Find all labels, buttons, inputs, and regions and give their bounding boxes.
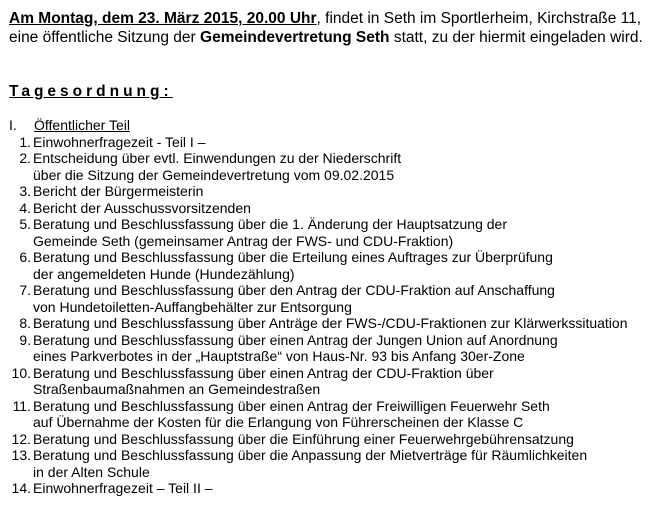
agenda-item-line: Bericht der Bürgermeisterin	[33, 183, 204, 199]
agenda-item-line: der angemeldeten Hunde (Hundezählung)	[33, 265, 295, 282]
agenda-item-line: Beratung und Beschlussfassung über die Anpassung der Mietverträge für Räumlichkeiten	[33, 447, 588, 463]
agenda-item-text	[33, 398, 664, 431]
agenda-item-text	[33, 365, 664, 398]
agenda-item-text	[33, 249, 664, 282]
agenda-section	[9, 117, 130, 134]
agenda-item-number: 4.	[19, 199, 31, 216]
agenda-item-line: Beratung und Beschlussfassung über die Einführung einer Feuerwehrgebührensatzung	[33, 430, 574, 447]
agenda-heading: Tagesordnung:	[9, 83, 173, 100]
agenda-item-text	[33, 447, 664, 480]
agenda-item-number: 1.	[19, 133, 31, 150]
agenda-item-number: 5.	[19, 216, 31, 232]
agenda-item-line: auf Übernahme der Kosten für die Erlangung von Führerscheinen der Klasse C	[33, 414, 524, 430]
agenda-item-text	[33, 431, 664, 448]
agenda-item	[9, 282, 664, 315]
agenda-item-number: 13.	[11, 447, 31, 463]
agenda-item-line: Einwohnerfragezeit - Teil I –	[33, 133, 206, 150]
agenda-item-line: Beratung und Beschlussfassung über einen Antrag der Jungen Union auf Anordnung	[33, 331, 558, 348]
agenda-item	[9, 332, 664, 365]
section-number: I.	[9, 117, 17, 133]
agenda-item-text	[33, 216, 664, 249]
agenda-item-line: Beratung und Beschlussfassung über Anträge der FWS-/CDU-Fraktionen zur Klärwerkssituation	[33, 315, 628, 331]
agenda-item-list	[9, 134, 664, 497]
agenda-item-text	[33, 315, 664, 332]
meeting-date-time: Am Montag, dem 23. März 2015, 20.00 Uhr	[9, 10, 317, 27]
agenda-item-line: eines Parkverbotes in der „Hauptstraße“ von Haus-Nr. 93 bis Anfang 30er-Zone	[33, 348, 525, 364]
agenda-item-text	[33, 282, 664, 315]
agenda-item-line: von Hundetoiletten-Auffangbehälter zur Entsorgung	[33, 298, 352, 315]
agenda-item-number: 7.	[19, 282, 31, 298]
agenda-item-number: 10.	[11, 364, 31, 381]
agenda-item-number: 8.	[19, 315, 31, 331]
agenda-item-line: über die Sitzung der Gemeindevertretung vom 09.02.2015	[33, 166, 395, 183]
agenda-item	[9, 150, 664, 183]
agenda-item-line: Beratung und Beschlussfassung über den Antrag der CDU-Fraktion auf Anschaffung	[33, 282, 555, 298]
agenda-item	[9, 447, 664, 480]
agenda-item-text	[33, 134, 664, 151]
agenda-item-line: Einwohnerfragezeit – Teil II –	[33, 480, 213, 496]
agenda-item-line: in der Alten Schule	[33, 463, 150, 480]
agenda-item-text	[33, 480, 664, 497]
agenda-item-number: 3.	[19, 183, 31, 199]
agenda-item-line: Bericht der Ausschussvorsitzenden	[33, 199, 251, 216]
agenda-item-text	[33, 332, 664, 365]
agenda-item-line: Straßenbaumaßnahmen an Gemeindestraßen	[33, 381, 321, 397]
agenda-item-line: Beratung und Beschlussfassung über einen Antrag der CDU-Fraktion über	[33, 364, 494, 381]
agenda-item-text	[33, 183, 664, 200]
council-name: Gemeindevertretung Seth	[200, 29, 390, 46]
agenda-item	[9, 249, 664, 282]
invitation-text-b: statt, zu der hiermit eingeladen wird.	[389, 29, 643, 46]
agenda-item-line: Entscheidung über evtl. Einwendungen zu der Niederschrift	[33, 150, 402, 166]
agenda-item	[9, 480, 664, 497]
agenda-item	[9, 398, 664, 431]
agenda-item-line: Beratung und Beschlussfassung über die 1. Änderung der Hauptsatzung der	[33, 216, 507, 232]
agenda-item-number: 11.	[12, 397, 31, 414]
agenda-item	[9, 365, 664, 398]
agenda-item-line: Beratung und Beschlussfassung über einen Antrag der Freiwilligen Feuerwehr Seth	[33, 397, 550, 414]
agenda-item	[9, 200, 664, 217]
agenda-item-text	[33, 200, 664, 217]
agenda-item-number: 14.	[11, 480, 31, 496]
invitation-text-a: , findet in Seth im Sportlerheim, Kirchstraße 11, eine öffentliche Sitzung der	[9, 10, 642, 46]
agenda-item-line: Gemeinde Seth (gemeinsamer Antrag der FWS- und CDU-Fraktion)	[33, 232, 454, 249]
section-title: Öffentlicher Teil	[34, 117, 130, 133]
agenda-item	[9, 183, 664, 200]
agenda-item	[9, 134, 664, 151]
agenda-item-number: 2.	[19, 150, 31, 166]
agenda-item-number: 6.	[19, 249, 31, 265]
agenda-item-line: Beratung und Beschlussfassung über die Erteilung eines Auftrages zur Überprüfung	[33, 249, 553, 265]
agenda-item-number: 12.	[11, 430, 31, 447]
agenda-item-text	[33, 150, 664, 183]
agenda-item	[9, 216, 664, 249]
agenda-item-number: 9.	[19, 331, 31, 348]
invitation-paragraph	[9, 9, 649, 47]
agenda-item	[9, 431, 664, 448]
agenda-item	[9, 315, 664, 332]
